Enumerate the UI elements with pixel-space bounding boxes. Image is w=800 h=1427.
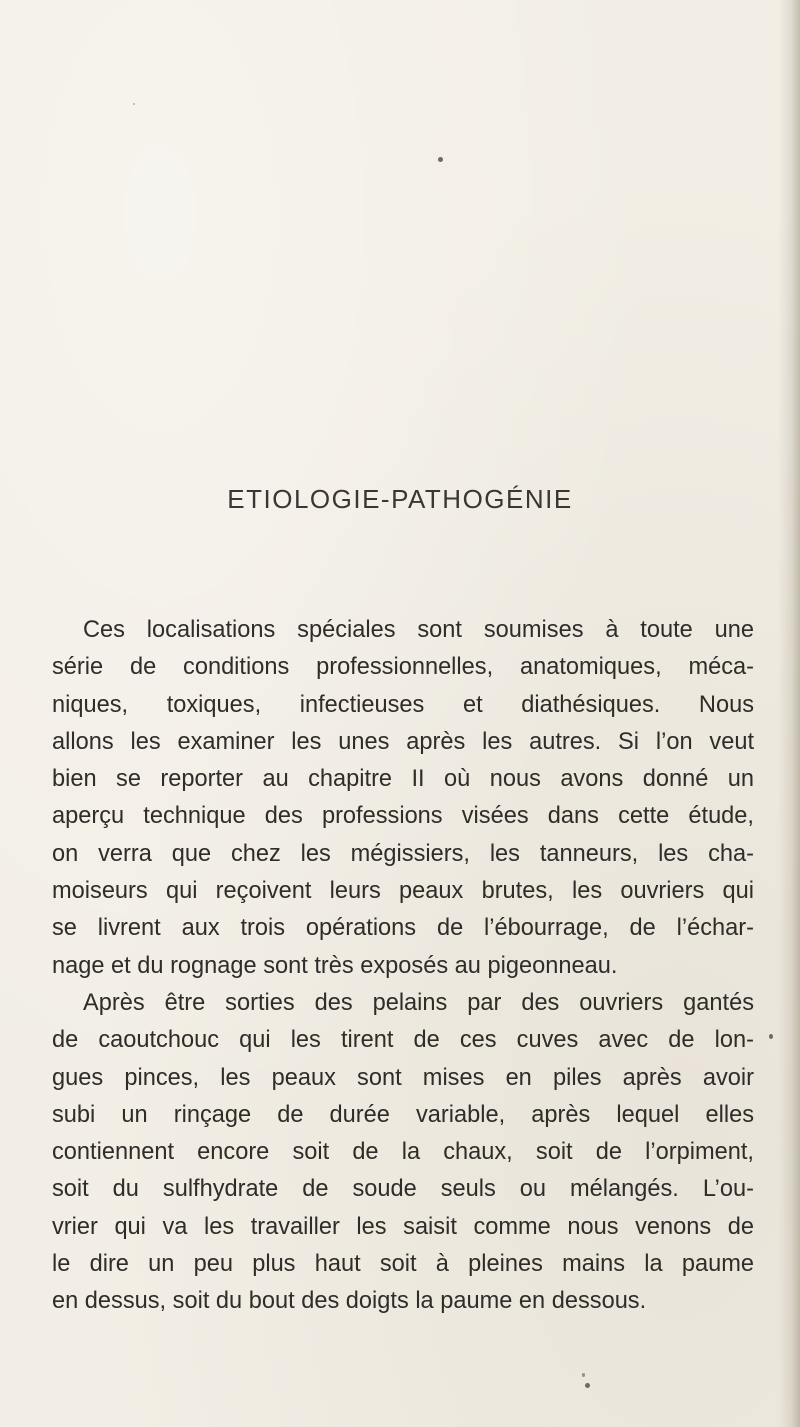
paper-speck [769,1034,773,1039]
paper-speck [582,1373,585,1377]
text-line: soit du sulfhydrate de soude seuls ou mélangés. L’ou- [52,1176,754,1203]
paper-speck [585,1383,590,1388]
text-line: allons les examiner les unes après les autres. Si l’on veut [52,728,754,755]
text-line: moiseurs qui reçoivent leurs peaux brutes, les ouvriers qui [52,878,754,905]
text-line: subi un rinçage de durée variable, après lequel elles [52,1101,754,1128]
chapter-title: ETIOLOGIE-PATHOGÉNIE [227,484,573,514]
paragraph [52,985,754,1321]
text-line: niques, toxiques, infectieuses et diathésiques. Nous [52,691,754,718]
paper-speck [133,103,135,105]
text-line: le dire un peu plus haut soit à pleines mains la paume [52,1251,754,1278]
text-line: nage et du rognage sont très exposés au pigeonneau. [52,952,618,979]
text-line: gues pinces, les peaux sont mises en piles après avoir [52,1064,754,1091]
text-line: en dessus, soit du bout des doigts la paume en dessous. [52,1288,647,1315]
paper-speck [438,157,443,162]
text-line: aperçu technique des professions visées dans cette étude, [52,803,754,830]
text-line: de caoutchouc qui les tirent de ces cuves avec de lon- [52,1027,754,1054]
text-line: Après être sorties des pelains par des ouvriers gantés [83,989,754,1016]
body-text [52,612,754,1321]
paragraph [52,612,754,985]
page-edge-shadow [778,0,800,1427]
text-line: bien se reporter au chapitre II où nous avons donné un [52,766,754,793]
text-line: contiennent encore soit de la chaux, soit de l’orpiment, [52,1139,754,1166]
text-line: vrier qui va les travailler les saisit comme nous venons de [52,1213,754,1240]
text-line: on verra que chez les mégissiers, les tanneurs, les cha- [52,840,754,867]
text-line: Ces localisations spéciales sont soumises à toute une [83,617,754,643]
text-line: se livrent aux trois opérations de l’ébourrage, de l’échar- [52,915,754,942]
text-line: série de conditions professionnelles, anatomiques, méca- [52,654,754,681]
